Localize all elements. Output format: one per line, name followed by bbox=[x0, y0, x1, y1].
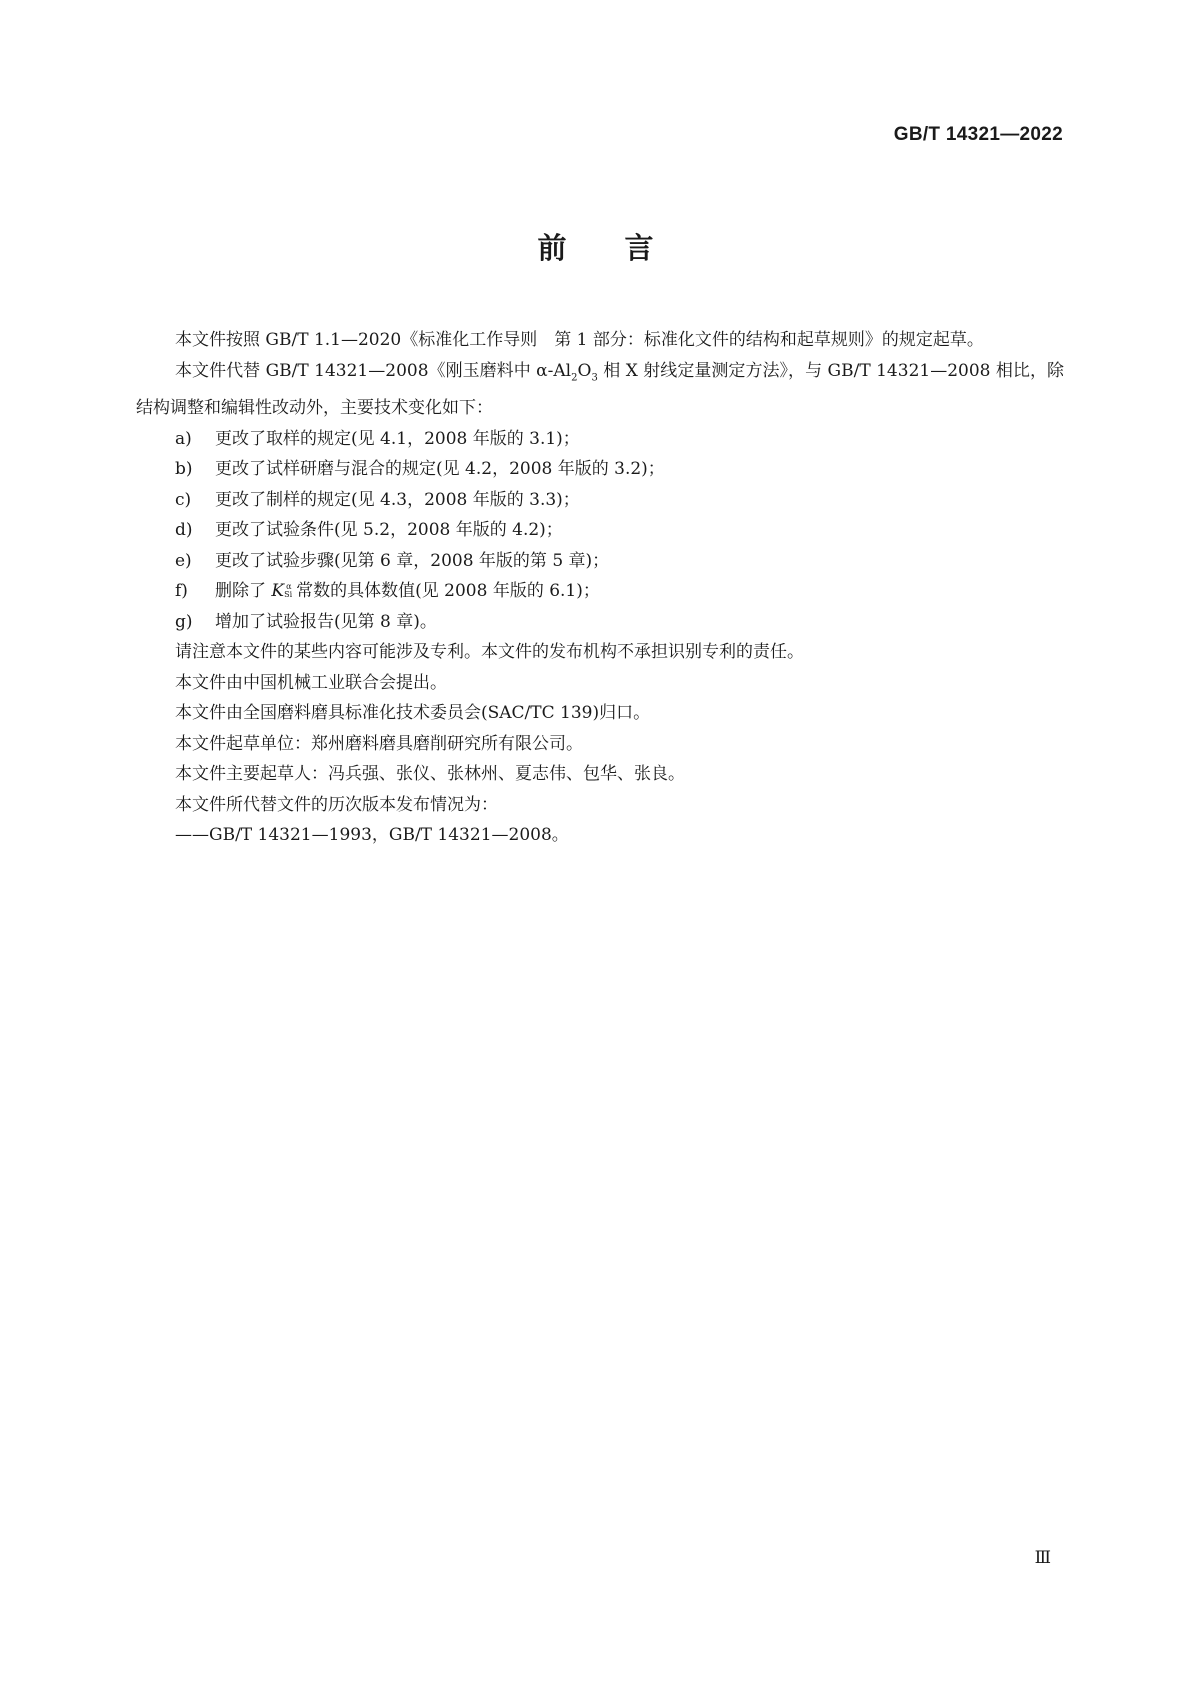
list-item: e) 更改了试验步骤(见第 6 章，2008 年版的第 5 章)； bbox=[175, 550, 610, 571]
foreword-body bbox=[136, 325, 1064, 851]
list-item: b) 更改了试样研磨与混合的规定(见 4.2，2008 年版的 3.2)； bbox=[175, 459, 665, 480]
standard-code: GB/T 14321—2022 bbox=[893, 124, 1063, 145]
list-item: d) 更改了试验条件(见 5.2，2008 年版的 4.2)； bbox=[175, 520, 563, 541]
changes-list bbox=[136, 424, 1064, 638]
history-item: ——GB/T 14321—1993，GB/T 14321—2008。 bbox=[175, 825, 569, 846]
list-item: f) 删除了 K α Si 常数的具体数值(见 2008 年版的 6.1)； bbox=[175, 581, 600, 602]
list-item: c) 更改了制样的规定(见 4.3，2008 年版的 3.3)； bbox=[175, 489, 580, 510]
paragraph-history-intro: 本文件所代替文件的历次版本发布情况为： bbox=[175, 794, 498, 815]
paragraph-basis: 本文件按照 GB/T 1.1—2020《标准化工作导则 第 1 部分：标准化文件的结构和起草规则》的规定起草。 bbox=[175, 330, 984, 350]
title-char-1: 前 bbox=[537, 231, 567, 265]
paragraph-drafting-unit: 本文件起草单位：郑州磨料磨具磨削研究所有限公司。 bbox=[175, 733, 583, 754]
paragraph-technical-committee: 本文件由全国磨料磨具标准化技术委员会(SAC/TC 139)归口。 bbox=[175, 703, 651, 724]
paragraph-patent: 请注意本文件的某些内容可能涉及专利。本文件的发布机构不承担识别专利的责任。 bbox=[175, 642, 804, 663]
title-char-2: 言 bbox=[624, 231, 654, 265]
page-number: Ⅲ bbox=[1034, 1548, 1051, 1568]
page-title bbox=[0, 226, 1191, 267]
paragraph-proposer: 本文件由中国机械工业联合会提出。 bbox=[175, 672, 447, 693]
list-item: a) 更改了取样的规定(见 4.1，2008 年版的 3.1)； bbox=[175, 428, 580, 449]
list-item: g) 增加了试验报告(见第 8 章)。 bbox=[175, 611, 437, 632]
paragraph-drafters: 本文件主要起草人：冯兵强、张仪、张林州、夏志伟、包华、张良。 bbox=[175, 764, 685, 785]
paragraph-replacement: 本文件代替 GB/T 14321—2008《刚玉磨料中 $\alpha-Al_2O_3$ 相 X 射线定量测定方法》，与 GB/T 14321—2008 相比，除结构调整和编辑性改动外，主要技术变化如下： bbox=[136, 360, 1064, 419]
